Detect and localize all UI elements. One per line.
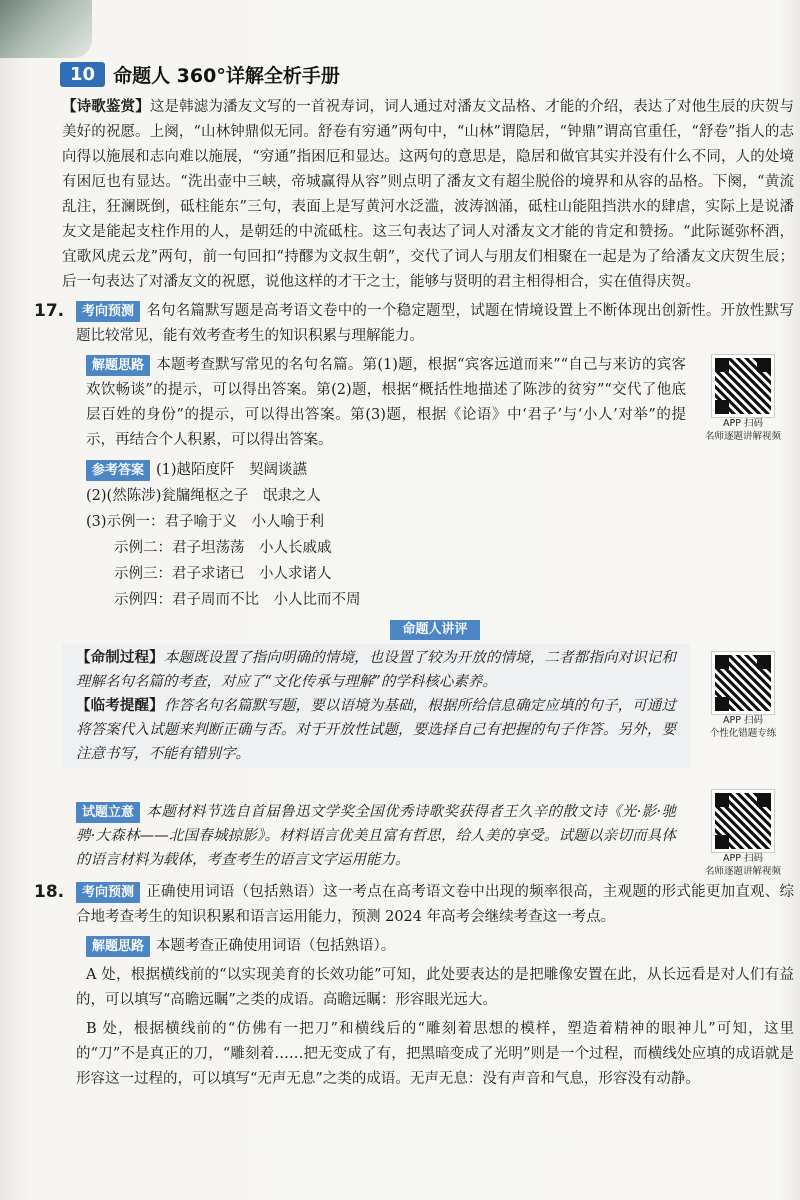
q18-a-explanation: A 处，根据横线前的“以实现美育的长效功能”可知，此处要表达的是把雕像安置在此，从长远看是对人们有益的，可以填写“高瞻远瞩”之类的成语。高瞻远瞩：形容眼光远大。: [76, 967, 794, 1008]
commentary-qr-block[interactable]: [688, 652, 798, 740]
commentary-block: [76, 644, 794, 768]
q17-answer-3: (3)示例一：君子喻于义 小人喻于利: [86, 514, 325, 530]
q17-forecast-tag: 考向预测: [76, 301, 140, 322]
qr-code-icon[interactable]: [712, 652, 774, 714]
commentary-banner: [76, 617, 794, 642]
qr-code-icon[interactable]: [712, 355, 774, 417]
q17-approach-text: 本题考查默写常见的名句名篇。第(1)题，根据“宾客远道而来”“自己与来访的宾客欢饮畅谈”的提示，可以得出答案。第(2)题，根据“概括性地描述了陈涉的贫穷”“交代了他底层百姓的身份”的提示，可以得出答案。第(3)题，根据《论语》中‘君子’与‘小人’对举”的提示，再结合个人积累，可以得出答案。: [86, 357, 686, 448]
q18-forecast-text: 正确使用词语（包括熟语）这一考点在高考语文卷中出现的频率很高，主观题的形式能更加直观、综合地考查考生的知识积累和语言运用能力，预测 2024 年高考会继续考查这一考点。: [76, 884, 794, 925]
question-18: [34, 880, 794, 1092]
process-label: 【命制过程】: [76, 649, 164, 666]
page-content: [34, 94, 794, 1092]
commentary-text: [62, 644, 690, 768]
page-number: 10: [60, 62, 105, 87]
q18-forecast-tag: 考向预测: [76, 882, 140, 903]
test-intent-text: 本题材料节选自首届鲁迅文学奖全国优秀诗歌奖获得者王久辛的散文诗《光·影·驰骋·大森林——北国春城掠影》。材料语言优美且富有哲思，给人美的享受。试题以亲切而具体的语言材料为载体，考查考生的语言文字运用能力。: [76, 804, 676, 868]
commentary-process: [76, 646, 676, 694]
commentary-qr-line1: APP 扫码: [723, 715, 763, 726]
q18-approach-text: 本题考查正确使用词语（包括熟语）。: [156, 938, 396, 954]
test-intent-qr-line2: 名师逐题讲解视频: [704, 866, 781, 877]
poem-appreciation-label: 【诗歌鉴赏】: [62, 98, 150, 115]
q17-forecast: [62, 299, 794, 349]
q17-answer-6: 示例四：君子周而不比 小人比而不周: [114, 592, 361, 608]
q18-forecast: [76, 880, 794, 930]
q17-approach: [76, 353, 686, 453]
book-title: 命题人 360°详解全析手册: [113, 64, 340, 87]
corner-photo: [0, 0, 92, 58]
q17-answer-5: 示例三：君子求诸已 小人求诸人: [114, 566, 332, 582]
commentary-qr-line2: 个性化错题专练: [709, 728, 777, 739]
poem-appreciation: [62, 94, 794, 295]
q18-b-explanation: B 处，根据横线前的“仿佛有一把刀”和横线后的“雕刻着思想的模样，塑造着精神的眼神儿”可知，这里的“刀”不是真正的刀，“雕刻着……把无变成了有，把黑暗变成了光明”则是一个过程，而横线处应填的成语就是形容这一过程的，可以填写“无声无息”之类的成语。无声无息：没有声音和气息，形容没有动静。: [76, 1021, 794, 1087]
q17-forecast-text: 名句名篇默写题是高考语文卷中的一个稳定题型，试题在情境设置上不断体现出创新性。开放性默写题比较常见，能有效考查考生的知识积累与理解能力。: [76, 303, 794, 344]
test-intent-para: [76, 800, 676, 872]
test-intent-qr-block[interactable]: [688, 790, 798, 878]
q17-qr-line2: 名师逐题讲解视频: [704, 431, 781, 442]
q17-answers: [76, 457, 794, 613]
test-intent: [62, 798, 690, 874]
question-17: [34, 299, 794, 613]
q17-answer-2: (2)(然陈涉)瓮牖绳枢之子 氓隶之人: [86, 488, 321, 504]
tip-text: 作答名句名篇默写题，要以语境为基础，根据所给信息确定应填的句子，可通过将答案代入试题来判断正确与否。对于开放性试题，要选择自己有把握的句子作答。另外，要注意书写，不能有错别字。: [76, 698, 676, 762]
page-header: [60, 60, 800, 88]
question-17-number: 17.: [34, 301, 65, 321]
q18-approach: [76, 934, 794, 959]
poem-appreciation-text: 这是韩滤为潘友文写的一首祝寿词，词人通过对潘友文品格、才能的介绍，表达了对他生辰的庆贺与美好的祝愿。上阕，“山林钟鼎似无同。舒卷有穷通”两句中，“山林”谓隐居，“钟鼎”谓高官重任，“舒卷”指人的志向得以施展和志向难以施展，“穷通”指困厄和显达。这两句的意思是，隐居和做官其实并没有什么不同，人的处境有困厄也有显达。“洗出壶中三峡，帝城赢得从容”则点明了潘友文有超尘脱俗的境界和从容的品格。下阕，“黄流乱注，狂澜既倒，砥柱能东”三句，表面上是写黄河水泛滥，波涛汹涌，砥柱山能阻挡洪水的肆虐，实际上是说潘友文是能起支柱作用的人，是朝廷的中流砥柱。这三句表达了词人对潘友文才能的肯定和赞扬。“此际诞弥杯酒，宜歌风虎云龙”两句，前一句回扣“持醪为文叔生朝”，交代了词人与朋友们相聚在一起是为了给潘友文庆贺生辰；后一句表达了对潘友文的祝愿，说他这样的才干之士，能够与贤明的君主相得相合，实在值得庆贺。: [62, 99, 794, 290]
qr-code-icon[interactable]: [712, 790, 774, 852]
commentary-banner-label: 命题人讲评: [390, 620, 479, 640]
tip-label: 【临考提醒】: [76, 697, 164, 714]
process-text: 本题既设置了指向明确的情境，也设置了较为开放的情境，二者都指向对识记和理解名句名篇的考查，对应了“文化传承与理解”的学科核心素养。: [76, 650, 676, 690]
commentary-tip: [76, 694, 676, 766]
test-intent-tag: 试题立意: [76, 802, 140, 823]
q17-qr-line1: APP 扫码: [723, 418, 763, 429]
q18-approach-tag: 解题思路: [86, 936, 150, 957]
q17-answer-tag: 参考答案: [86, 460, 150, 481]
question-18-number: 18.: [34, 882, 65, 902]
q17-approach-block: [76, 353, 794, 453]
q17-answer-1: [86, 457, 794, 483]
q17-answer-4: 示例二：君子坦荡荡 小人长戚戚: [114, 540, 332, 556]
q17-approach-tag: 解题思路: [86, 355, 150, 376]
test-intent-block: [76, 798, 794, 877]
q17-qr-block[interactable]: [688, 355, 798, 443]
test-intent-qr-line1: APP 扫码: [723, 853, 763, 864]
answer-text: (1)越陌度阡 契阔谈讌: [156, 462, 308, 478]
